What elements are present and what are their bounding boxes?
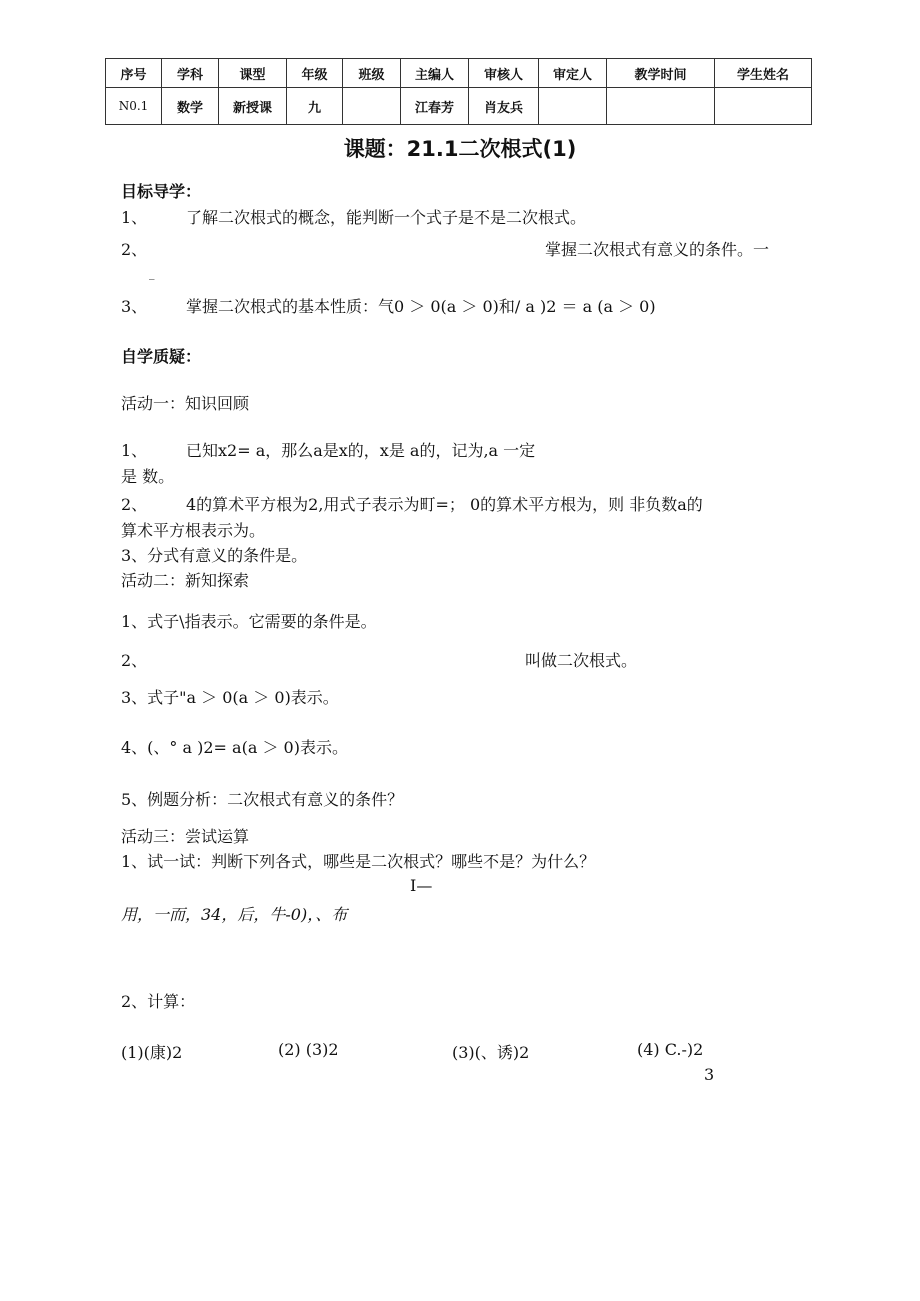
header-cell: 课型 (219, 59, 287, 88)
self-study-heading: 自学质疑： (121, 347, 202, 366)
goal-2-mark: _ (149, 267, 155, 280)
activity-1-q2-number: 2、 (121, 495, 148, 514)
calc-item-4: (4) C.-)2 (637, 1040, 704, 1059)
value-cell (715, 88, 812, 125)
activity-3-q1-mark: I— (410, 876, 433, 895)
calc-item-1: (1)(康)2 (121, 1043, 183, 1062)
activity-2-title: 活动二：新知探索 (121, 571, 250, 590)
header-cell: 班级 (343, 59, 401, 88)
header-cell: 审核人 (469, 59, 539, 88)
goal-1-text: 了解二次根式的概念，能判断一个式子是不是二次根式。 (186, 208, 587, 227)
activity-2-q2-number: 2、 (121, 651, 148, 670)
activity-3-title: 活动三：尝试运算 (121, 827, 250, 846)
value-cell (607, 88, 715, 125)
calc-note: 3 (704, 1065, 715, 1084)
activity-3-q1-expressions: 用，一而，34，后，牛-0)，、布 (121, 905, 348, 924)
value-cell: N0.1 (106, 88, 162, 125)
goals-heading: 目标导学： (121, 182, 202, 201)
goal-2-text: 掌握二次根式有意义的条件。一 (545, 240, 770, 259)
header-cell: 年级 (287, 59, 343, 88)
goal-1-number: 1、 (121, 208, 148, 227)
activity-3-q1: 1、试一试：判断下列各式，哪些是二次根式？哪些不是？为什么？ (121, 852, 596, 871)
goal-3-text: 掌握二次根式的基本性质：气0 ＞ 0(a ＞ 0)和/ a )2 ＝ a (a ＞ 0) (186, 297, 656, 316)
header-cell: 学科 (162, 59, 219, 88)
activity-2-q5: 5、例题分析：二次根式有意义的条件？ (121, 790, 404, 809)
activity-3-q2: 2、计算： (121, 992, 196, 1011)
header-table (105, 58, 812, 125)
activity-1-title: 活动一：知识回顾 (121, 394, 250, 413)
value-cell: 肖友兵 (469, 88, 539, 125)
header-cell: 主编人 (401, 59, 469, 88)
activity-2-q4: 4、(、° a )2= a(a ＞ 0)表示。 (121, 738, 348, 757)
goal-3-number: 3、 (121, 297, 148, 316)
value-cell: 新授课 (219, 88, 287, 125)
header-cell: 序号 (106, 59, 162, 88)
calc-item-2: (2) (3)2 (278, 1040, 339, 1059)
value-cell: 江春芳 (401, 88, 469, 125)
header-cell: 审定人 (539, 59, 607, 88)
calc-item-3: (3)(、诱)2 (452, 1043, 530, 1062)
header-row (106, 59, 812, 88)
header-cell: 学生姓名 (715, 59, 812, 88)
activity-2-q2-text: 叫做二次根式。 (525, 651, 638, 670)
value-cell (539, 88, 607, 125)
value-row (106, 88, 812, 125)
header-cell: 教学时间 (607, 59, 715, 88)
goal-2-number: 2、 (121, 240, 148, 259)
value-cell: 数学 (162, 88, 219, 125)
page-title: 课题：21.1二次根式(1) (343, 137, 577, 161)
activity-1-q1-cont: 是 数。 (121, 467, 175, 486)
activity-1-q2-cont: 算术平方根表示为。 (121, 521, 266, 540)
activity-1-q2-text: 4的算术平方根为2,用式子表示为町=； 0的算术平方根为，则 非负数a的 (186, 495, 703, 514)
activity-1-q1-text: 已知x2= a，那么a是x的，x是 a的，记为,a 一定 (186, 441, 536, 460)
activity-1-q3: 3、分式有意义的条件是。 (121, 546, 308, 565)
activity-1-q1-number: 1、 (121, 441, 148, 460)
value-cell (343, 88, 401, 125)
activity-2-q1: 1、式子\指表示。它需要的条件是。 (121, 612, 377, 631)
activity-2-q3: 3、式子"a ＞ 0(a ＞ 0)表示。 (121, 688, 339, 707)
value-cell: 九 (287, 88, 343, 125)
